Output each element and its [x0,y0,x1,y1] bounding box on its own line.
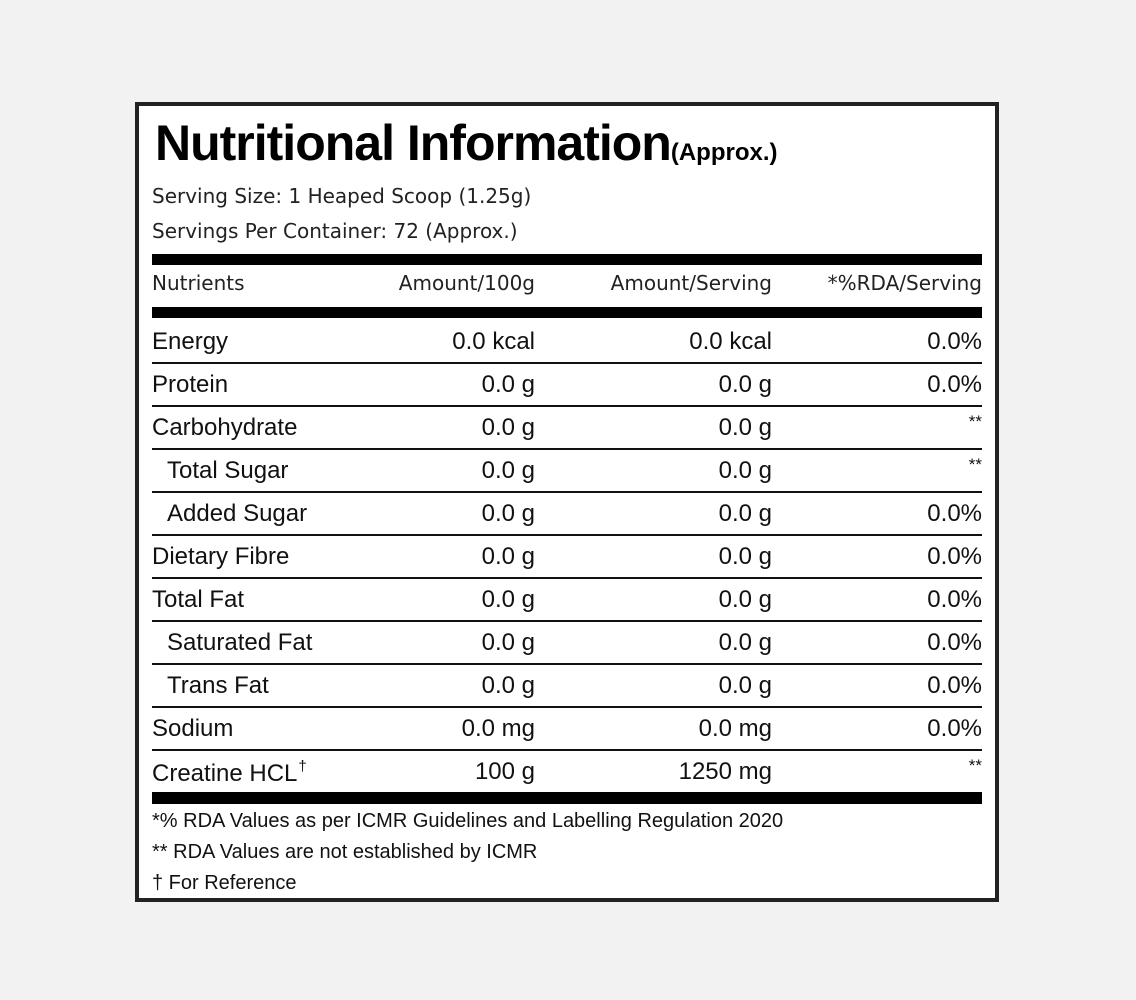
divider-bar-top [152,254,982,265]
amount-serving: 0.0 g [718,543,772,570]
nutrient-name: Total Fat [152,586,245,613]
header-amount-serving: Amount/Serving [610,271,772,295]
footnote: ** RDA Values are not established by ICMR [152,841,538,863]
amount-100g: 0.0 g [481,371,535,398]
table-row [152,364,982,407]
amount-serving: 0.0 g [718,371,772,398]
table-row [152,751,982,792]
amount-100g: 0.0 g [481,500,535,527]
table-row [152,493,982,536]
rda-value: 0.0% [927,672,982,699]
table-row [152,579,982,622]
amount-100g: 0.0 g [481,672,535,699]
nutrient-name: Carbohydrate [152,414,298,441]
nutrient-name: Dietary Fibre [152,543,290,570]
amount-serving: 1250 mg [678,758,772,785]
table-row [152,321,982,364]
rda-value: 0.0% [927,371,982,398]
amount-100g: 0.0 g [481,543,535,570]
amount-100g: 0.0 g [481,457,535,484]
amount-serving: 0.0 g [718,586,772,613]
nutrient-name: Creatine HCL [152,760,298,787]
nutrient-name: Total Sugar [167,457,289,484]
nutrient-name-creatine [152,758,307,788]
rda-value: 0.0% [927,500,982,527]
table-row [152,708,982,751]
divider-bar-header [152,307,982,318]
header-amount-100g: Amount/100g [398,271,535,295]
rda-value: ** [968,412,982,431]
amount-serving: 0.0 g [718,629,772,656]
table-row [152,665,982,708]
nutrient-name: Sodium [152,715,234,742]
rda-value: 0.0% [927,715,982,742]
amount-100g: 0.0 g [481,586,535,613]
amount-100g: 0.0 g [481,629,535,656]
serving-size: Serving Size: 1 Heaped Scoop (1.25g) [152,184,532,208]
table-header [152,271,982,301]
rda-value: 0.0% [927,586,982,613]
table-row [152,407,982,450]
amount-serving: 0.0 g [718,414,772,441]
rda-value: ** [968,756,982,775]
rda-value: 0.0% [927,328,982,355]
divider-bar-bottom [152,792,982,804]
nutrient-name: Saturated Fat [167,629,313,656]
footnote: *% RDA Values as per ICMR Guidelines and Labelling Regulation 2020 [152,810,784,832]
amount-serving: 0.0 g [718,457,772,484]
nutrient-name: Protein [152,371,229,398]
table-row [152,536,982,579]
table-row [152,622,982,665]
title-suffix: (Approx.) [670,139,778,166]
servings-per-container: Servings Per Container: 72 (Approx.) [152,219,518,243]
amount-100g: 100 g [474,758,535,785]
amount-serving: 0.0 kcal [689,328,772,355]
title-main: Nutritional Information [155,115,671,171]
amount-100g: 0.0 mg [461,715,535,742]
rda-value: 0.0% [927,543,982,570]
amount-serving: 0.0 g [718,500,772,527]
amount-100g: 0.0 g [481,414,535,441]
amount-serving: 0.0 mg [698,715,772,742]
rda-value: 0.0% [927,629,982,656]
amount-100g: 0.0 kcal [452,328,535,355]
rda-value: ** [968,455,982,474]
nutrient-name: Added Sugar [167,500,308,527]
nutrient-name: Energy [152,328,229,355]
nutrient-name: Trans Fat [167,672,269,699]
header-rda-serving: *%RDA/Serving [827,271,982,295]
nutrient-table [152,321,982,792]
nutrition-label [135,102,999,902]
dagger-mark: † [298,758,307,775]
label-title [155,114,778,172]
header-nutrients: Nutrients [152,271,245,295]
footnote: † For Reference [152,872,297,894]
footnotes [152,810,783,903]
amount-serving: 0.0 g [718,672,772,699]
table-row [152,450,982,493]
